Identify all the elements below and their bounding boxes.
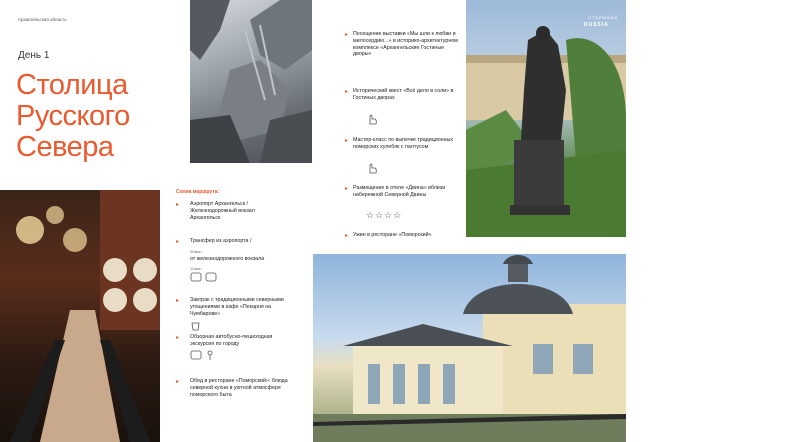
star-icon: ☆	[366, 210, 376, 220]
restaurant-photo	[0, 190, 160, 442]
route-item-text: от железнодорожного вокзала	[190, 256, 265, 262]
route-item: ▸ Ужин в ресторане «Поморский»	[345, 232, 432, 239]
title-line-3: Севера	[16, 131, 114, 163]
arrow-icon: ▸	[176, 239, 180, 245]
region-label: Архангельская область	[18, 17, 67, 22]
hotel-stars	[366, 210, 402, 221]
arrow-icon: ▸	[176, 298, 180, 304]
brand-bottom: RUSSIA	[584, 22, 609, 28]
hand-icon	[366, 161, 378, 175]
arrow-icon: ▸	[345, 32, 349, 38]
route-item: ▸ Обед в ресторане «Поморский»: блюда северной кухни в уютной атмосфере поморского быта	[176, 378, 288, 398]
star-icon: ☆	[393, 210, 403, 220]
arrow-icon: ▸	[176, 379, 180, 385]
route-item: ▸ Аэропорт Архангельск / Железнодорожный вокзал Архангельск	[176, 201, 255, 221]
walk-icon	[190, 350, 220, 362]
hand-icon	[366, 112, 378, 126]
cup-icon	[190, 320, 202, 332]
arrow-icon: ▸	[176, 202, 180, 208]
building-photo	[313, 254, 626, 442]
arrow-icon: ▸	[345, 233, 349, 239]
arrow-icon: ▸	[345, 89, 349, 95]
route-item: ▸ Посещение выставки «Мы шли к любви и милосердию...» в историко-архитектурном комплексе «Архангельские Гостиные дворы»	[345, 31, 458, 58]
title-line-1: Столица	[16, 69, 128, 101]
time-label: 30мин	[190, 249, 202, 254]
route-item: ▸ Обзорная автобусно-пешеходная экскурсия по городу	[176, 334, 273, 347]
star-icon: ☆	[384, 210, 394, 220]
route-item: ▸ Мастер-класс по выпечке традиционных поморских кулебяк с палтусом	[345, 137, 453, 150]
route-item: ▸ Размещение в отеле «Двина» вблизи набережной Северной Двины	[345, 185, 446, 198]
star-icon: ☆	[375, 210, 385, 220]
page-title	[16, 70, 130, 163]
time-label: 10мин	[190, 266, 202, 271]
route-item: ▸ Исторический квест «Всё дело в соли» в Гостиных дворах	[345, 88, 454, 101]
title-line-2: Русского	[16, 100, 130, 132]
route-item: ▸ Трансфер из аэропорта /	[176, 238, 252, 245]
brand-top: ОТКРЫВАЙ	[588, 15, 619, 20]
statue-photo	[466, 0, 626, 237]
sculpture-photo	[190, 0, 312, 163]
arrow-icon: ▸	[345, 186, 349, 192]
scheme-title: Схема маршрута:	[176, 189, 220, 195]
day-label: День 1	[18, 50, 50, 61]
arrow-icon: ▸	[176, 335, 180, 341]
arrow-icon: ▸	[345, 138, 349, 144]
bus-icon	[190, 272, 220, 284]
route-item: ▸ Завтрак с традиционными северными угощениями в кафе «Пекарня на Чумбарове»	[176, 297, 284, 317]
